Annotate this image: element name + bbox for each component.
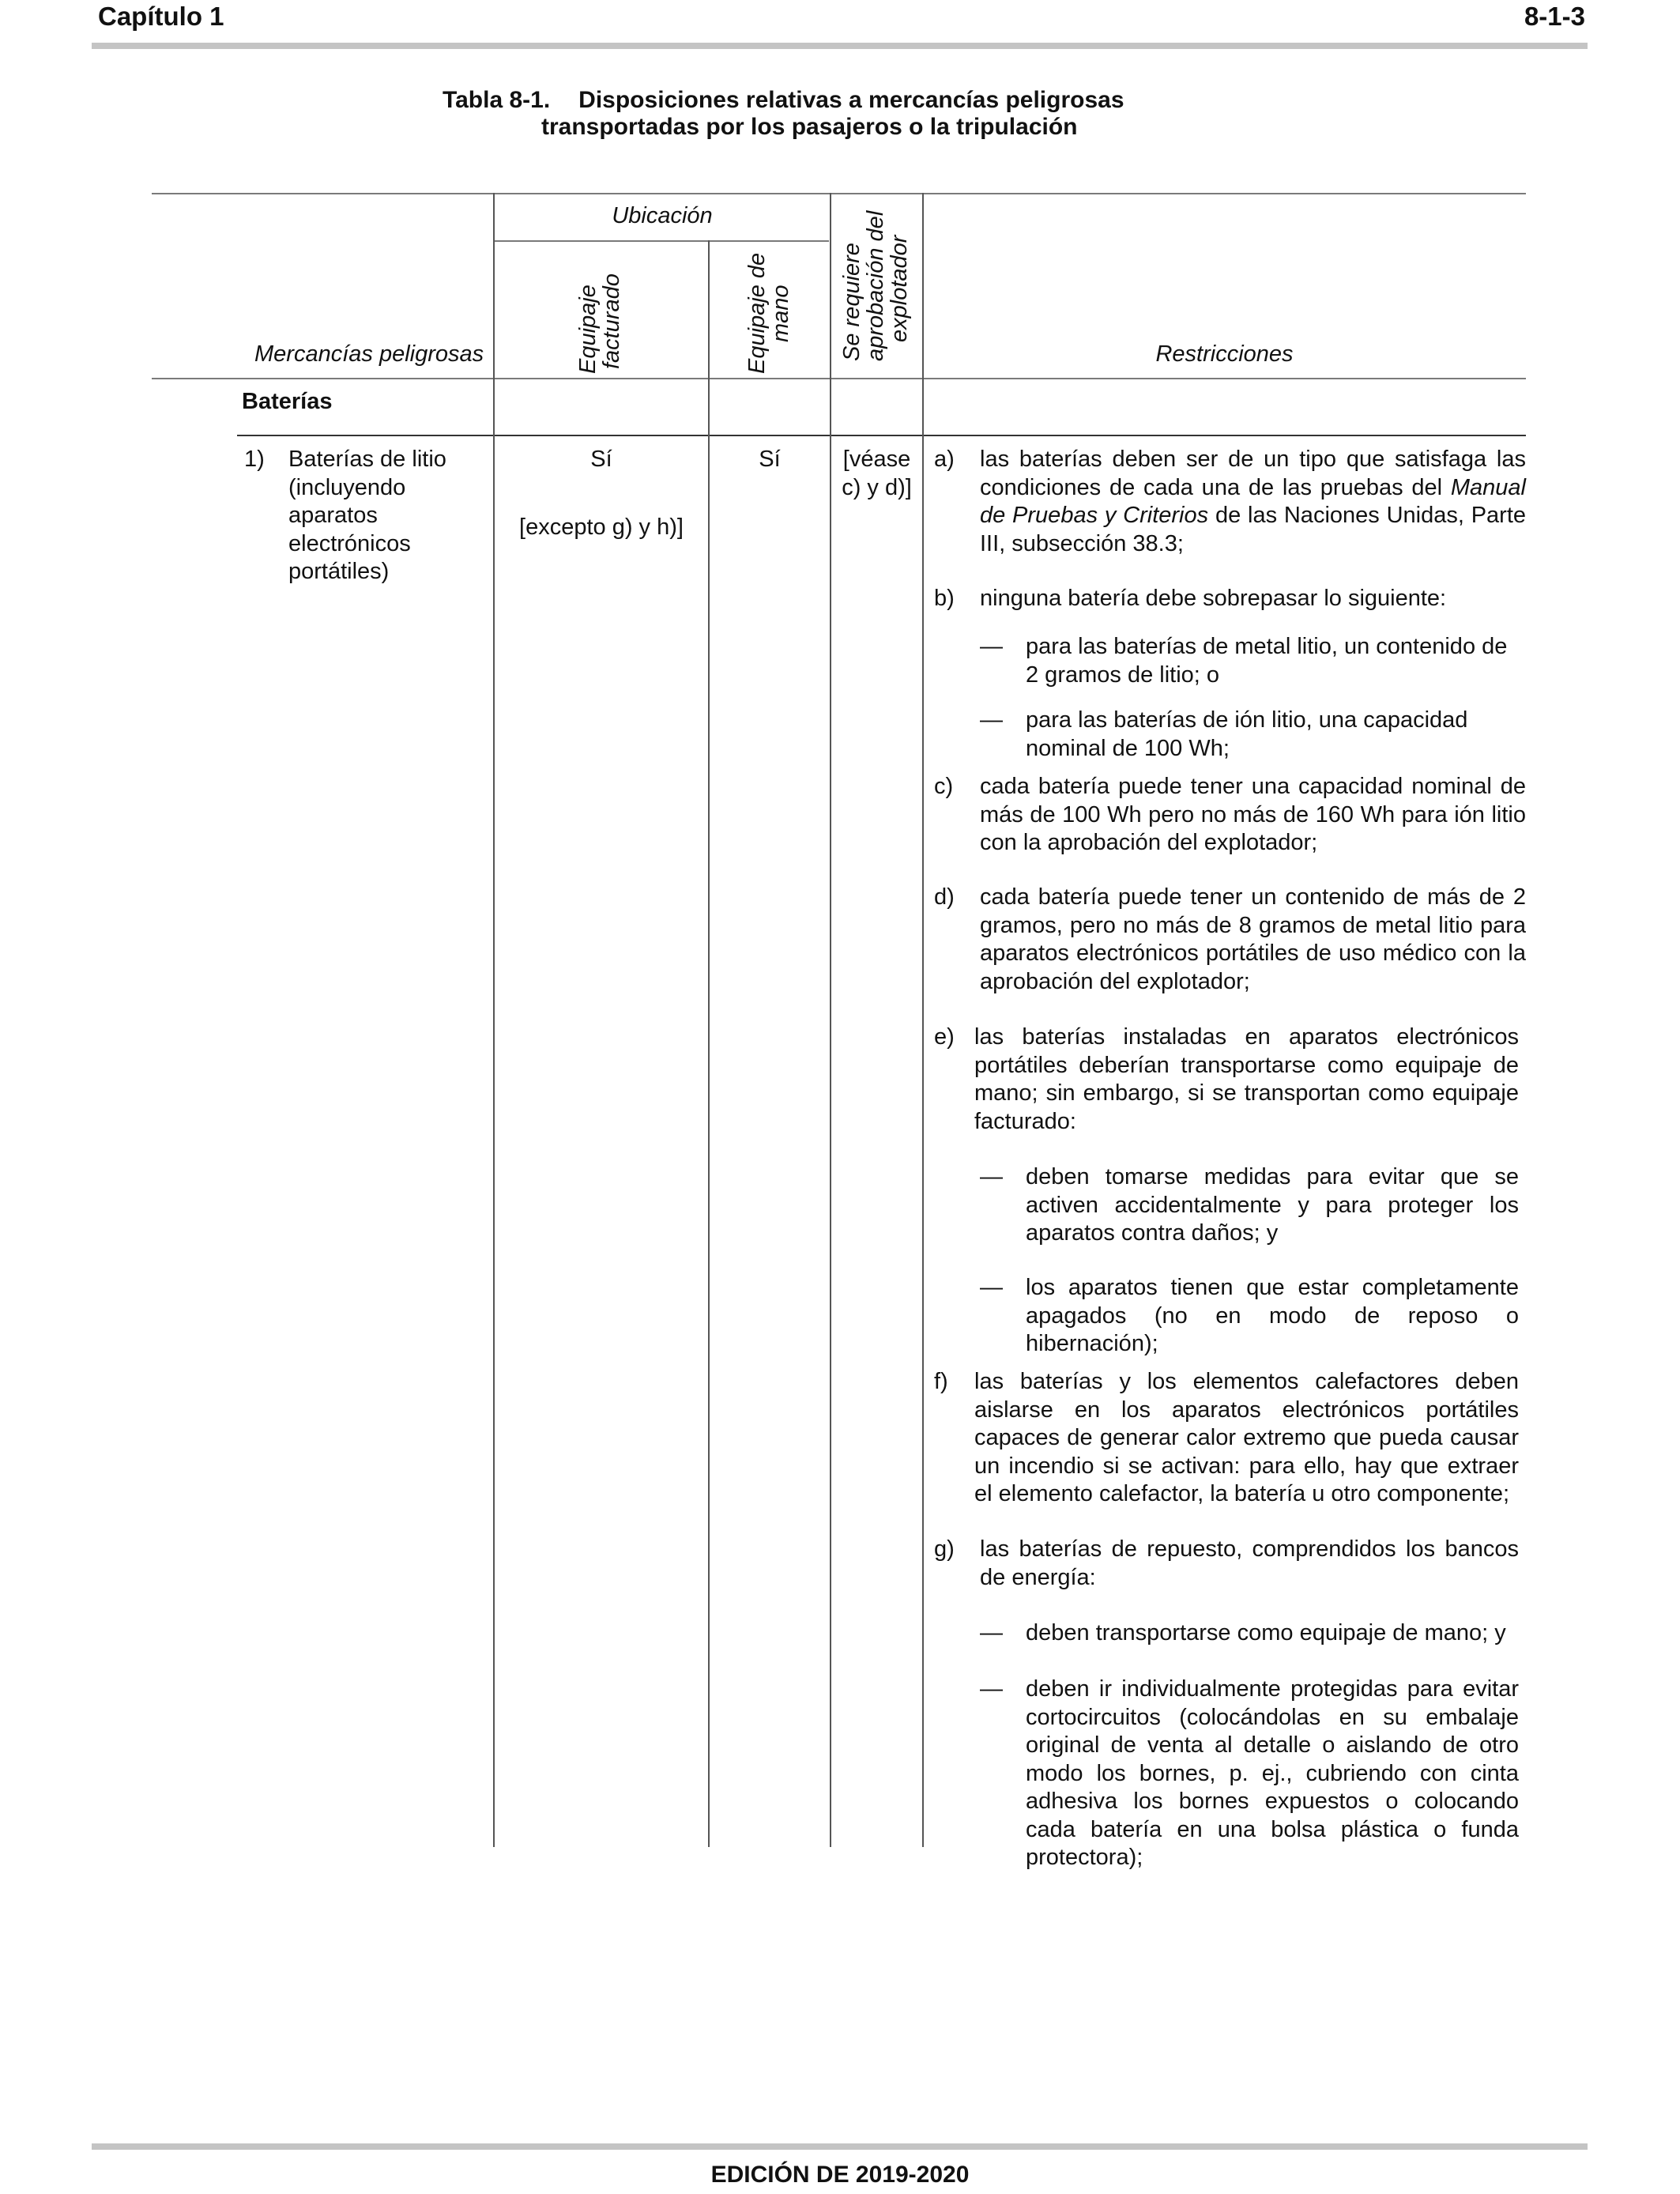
col-header-location: Ubicación bbox=[612, 203, 713, 228]
col-header-carryon: Equipaje de mano bbox=[744, 252, 793, 374]
restriction-g1-dash: — bbox=[980, 1620, 1003, 1646]
restriction-g-text: las baterías de repuesto, comprendidos los bancos de energía: bbox=[980, 1536, 1519, 1590]
carryon-value: Sí bbox=[759, 447, 781, 472]
checked-note: [excepto g) y h)] bbox=[519, 515, 684, 540]
restriction-g2-dash: — bbox=[980, 1676, 1003, 1702]
restriction-b1-text: para las baterías de metal litio, un contenido de 2 gramos de litio; o bbox=[1026, 634, 1508, 688]
header-rule bbox=[92, 43, 1588, 49]
edition-label: EDICIÓN DE 2019-2020 bbox=[710, 2162, 970, 2188]
table-title bbox=[443, 87, 1201, 141]
table-title-line2: transportadas por los pasajeros o la tripulación bbox=[541, 114, 1078, 140]
restriction-f-text: las baterías y los elementos calefactores deben aislarse en los aparatos electrónicos portátiles capaces de generar calor extremo que pueda causar un incendio si se activan: para ello, hay que extraer el elemento calefactor, la batería u otro componente; bbox=[974, 1369, 1519, 1506]
page-number: 8-1-3 bbox=[1524, 2, 1585, 31]
col-header-restrictions: Restricciones bbox=[1155, 341, 1294, 367]
col-header-checked: Equipaje facturado bbox=[575, 273, 624, 374]
checked-value: Sí bbox=[590, 447, 612, 472]
section-label: Baterías bbox=[242, 389, 333, 414]
restriction-g2-text: deben ir individualmente protegidas para evitar cortocircuitos (colocándolas en su embalaje original de venta al detalle o aislando de otro modo los bornes, p. ej., cubriendo con cinta adhesiva los bornes expuestos o colocando cada batería en una bolsa plástica o funda protectora); bbox=[1026, 1676, 1519, 1870]
col-divider-2 bbox=[708, 240, 710, 1847]
restriction-a-letter: a) bbox=[934, 447, 955, 472]
restriction-c-text: cada batería puede tener una capacidad nominal de más de 100 Wh pero no más de 160 Wh para ión litio con la aprobación del explotador; bbox=[980, 774, 1526, 855]
chapter-label: Capítulo 1 bbox=[98, 2, 224, 31]
col-header-goods: Mercancías peligrosas bbox=[254, 341, 484, 367]
col-divider-1 bbox=[493, 193, 495, 1847]
header-bottom-border bbox=[152, 378, 1526, 379]
col-header-approval: Se requiere aprobación del explotador bbox=[839, 210, 912, 361]
col-divider-3 bbox=[830, 193, 831, 1847]
approval-value: [véase c) y d)] bbox=[842, 447, 912, 500]
restriction-e1-dash: — bbox=[980, 1164, 1003, 1189]
footer-rule bbox=[92, 2143, 1588, 2150]
restriction-g1-text: deben transportarse como equipaje de mano; y bbox=[1026, 1620, 1506, 1646]
restriction-e-letter: e) bbox=[934, 1024, 955, 1050]
restriction-e1-text: deben tomarse medidas para evitar que se activen accidentalmente y para proteger los aparatos contra daños; y bbox=[1026, 1164, 1519, 1246]
table-title-label: Tabla 8-1. bbox=[443, 87, 551, 113]
restriction-e2-dash: — bbox=[980, 1275, 1003, 1300]
row-goods: Baterías de litio (incluyendo aparatos electrónicos portátiles) bbox=[288, 447, 446, 584]
restriction-b1-dash: — bbox=[980, 634, 1003, 659]
restriction-b2-dash: — bbox=[980, 707, 1003, 733]
row-number: 1) bbox=[244, 447, 265, 472]
restriction-d-letter: d) bbox=[934, 884, 955, 910]
restriction-e-text: las baterías instaladas en aparatos electrónicos portátiles deberían transportarse como equipaje de mano; sin embargo, si se transportan como equipaje facturado: bbox=[974, 1024, 1519, 1134]
restriction-e2-text: los aparatos tienen que estar completamente apagados (no en modo de reposo o hibernación); bbox=[1026, 1275, 1519, 1356]
table-top-border bbox=[152, 193, 1526, 194]
restriction-b-letter: b) bbox=[934, 586, 955, 611]
restriction-c-letter: c) bbox=[934, 774, 954, 799]
restriction-d-text: cada batería puede tener un contenido de más de 2 gramos, pero no más de 8 gramos de metal litio para aparatos electrónicos portátiles de uso médico con la aprobación del explotador; bbox=[980, 884, 1526, 994]
restriction-g-letter: g) bbox=[934, 1536, 955, 1562]
section-underline bbox=[237, 435, 1526, 436]
restriction-f-letter: f) bbox=[934, 1369, 948, 1394]
restriction-b2-text: para las baterías de ión litio, una capacidad nominal de 100 Wh; bbox=[1026, 707, 1468, 761]
table-title-line1: Disposiciones relativas a mercancías peligrosas bbox=[578, 87, 1124, 113]
restriction-b-text: ninguna batería debe sobrepasar lo siguiente: bbox=[980, 586, 1447, 611]
col-divider-4 bbox=[922, 193, 924, 1847]
restriction-a-text: las baterías deben ser de un tipo que satisfaga las condiciones de cada una de las pruebas del Manual de Pruebas y Criterios de las Naciones Unidas, Parte III, subsección 38.3; bbox=[980, 447, 1527, 556]
